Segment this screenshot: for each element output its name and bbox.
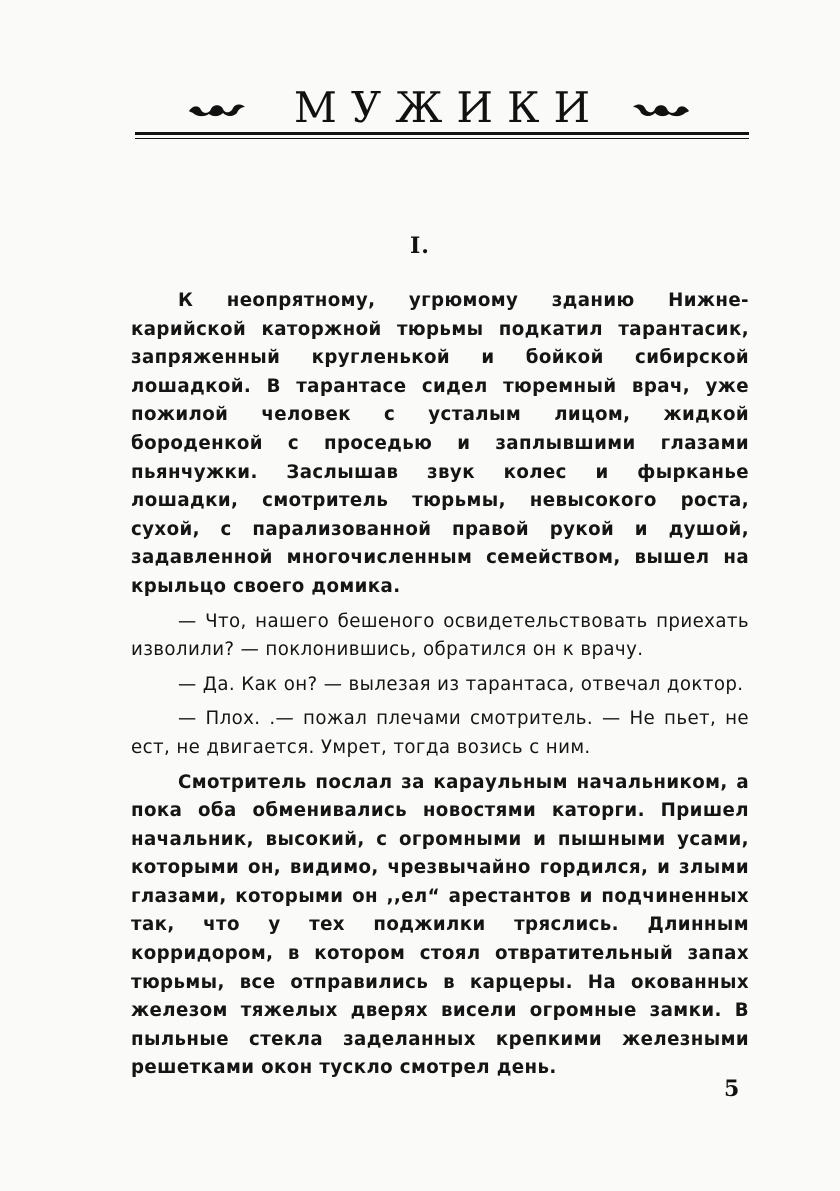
header-rule-thin — [135, 138, 749, 139]
right-ornament-icon — [631, 97, 691, 119]
page-header — [135, 80, 749, 142]
chapter-number: I. — [410, 233, 430, 259]
page-title: МУЖИКИ — [293, 83, 605, 132]
paragraph: К неопрятному, угрюмому зданию Нижне-карийской каторжной тюрьмы подкатил тарантасик, запряженный кругленькой и бойкой сибирской лошадкой. В тарантасе сидел тюремный врач, уже пожилой человек с усталым лицом, жидкой бороденкой с проседью и заплывшими глазами пьянчужки. Заслышав звук колес и фырканье лошадки, смотритель тюрьмы, невысокого роста, сухой, с парализованной правой рукой и душой, задавленной многочисленным семейством, вышел на крыльцо своего домика. — [131, 290, 749, 597]
header-rule-thick — [135, 132, 749, 135]
paragraph: — Да. Как он? — вылезая из тарантаса, отвечал доктор. — [178, 673, 744, 695]
body-text — [131, 287, 749, 1089]
paragraph: — Что, нашего бешеного освидетельствовать приехать изволили? — поклонившись, обратился он к врачу. — [131, 610, 749, 661]
paragraph: — Плох. .— пожал плечами смотритель. — Не пьет, не ест, не двигается. Умрет, тогда возись с ним. — [131, 708, 749, 758]
paragraph: Смотритель послал за караульным начальником, а пока оба обменивались новостями каторги. Пришел начальник, высокий, с огромными и пышными усами, которыми он, видимо, чрезвычайно гордился, и злыми глазами, которыми он ,,ел“ арестантов и подчиненных так, что у тех поджилки тряслись. Длинным корридором, в котором стоял отвратительный запах тюрьмы, все отправились в карцеры. На окованных железом тяжелых дверях висели огромные замки. В пыльные стекла заделанных крепкими железными решетками окон тускло смотрел день. — [131, 771, 749, 1079]
page-number: 5 — [724, 1076, 740, 1102]
